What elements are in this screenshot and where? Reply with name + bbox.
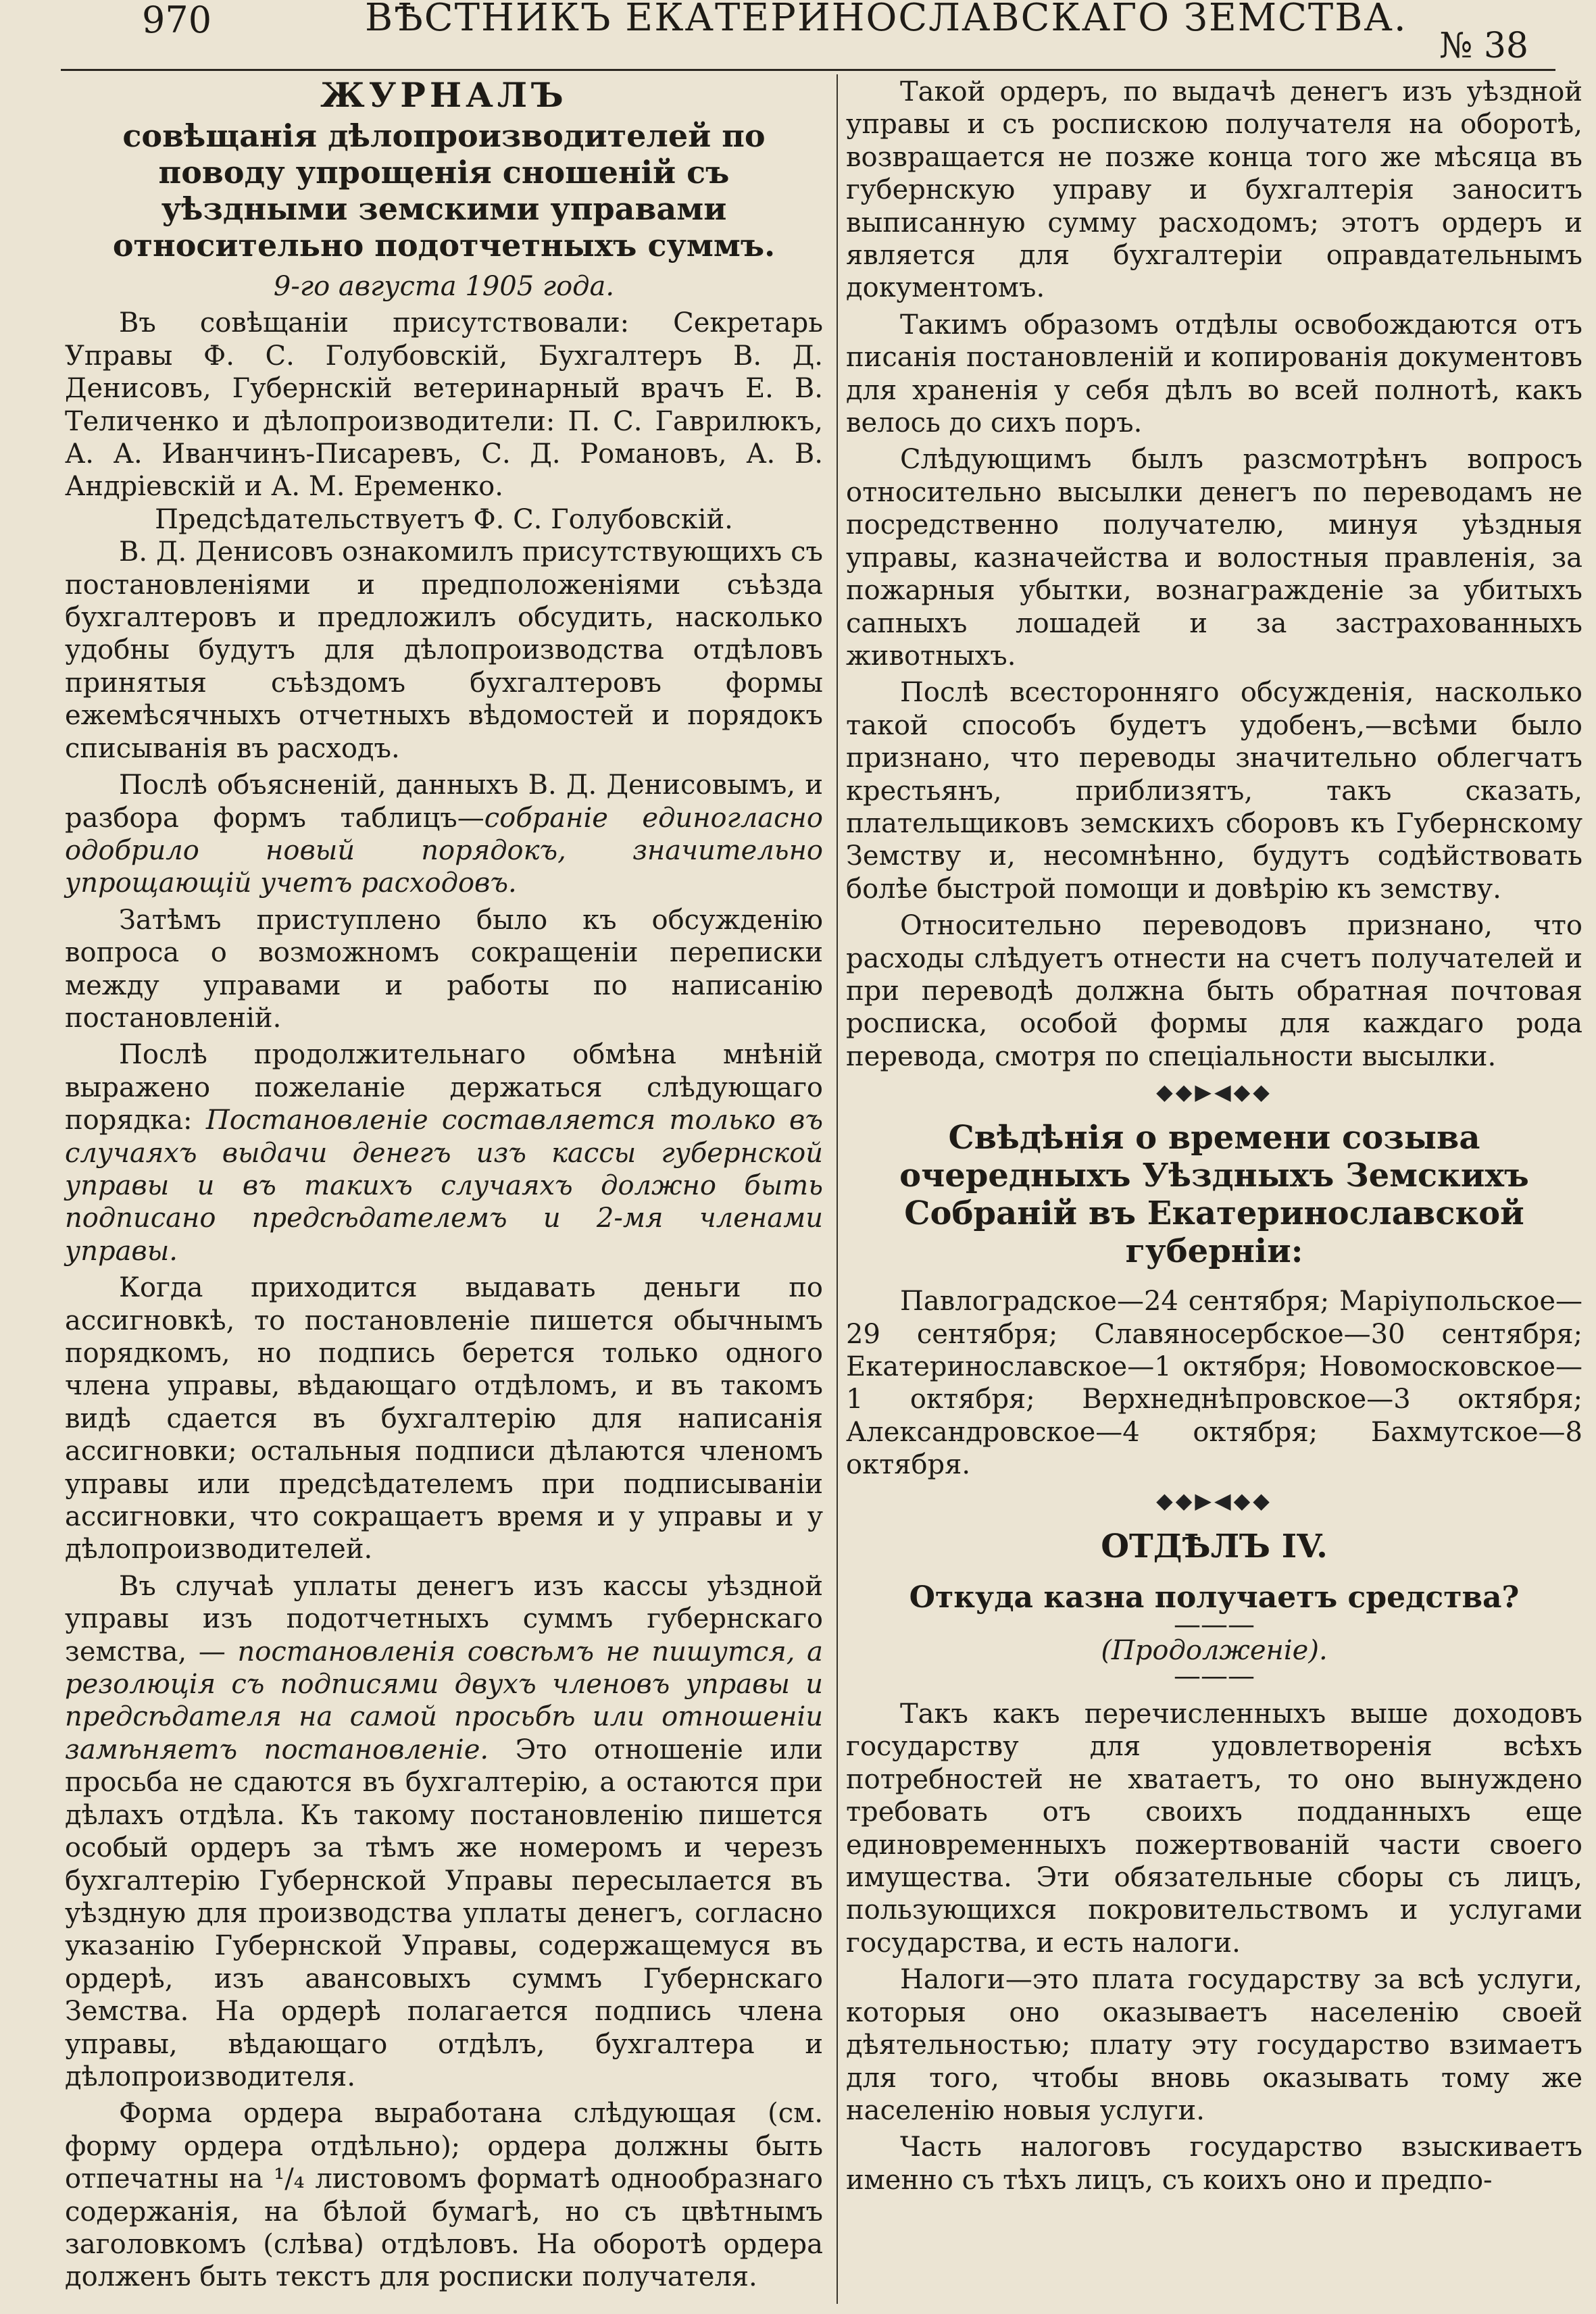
section-heading: ОТДѢЛЪ IV. [1101, 1527, 1328, 1565]
page-number: 970 [142, 0, 212, 41]
ornament-divider: ◆◆▶◀◆◆ [1156, 1079, 1272, 1105]
paragraph: Налоги—это плата государству за всѣ услуги, которыя оно оказываетъ населенію своей дѣятельностью; плату эту государство взимаетъ для того, чтобы вновь оказывать тому же населенію новыя услуги. [846, 1964, 1582, 2126]
paragraph-attendees: Въ совѣщаніи присутствовали: Секретарь Управы Ф. С. Голубовскій, Бухгалтеръ В. Д. Денисовъ, Губернскій ветеринарный врачъ Е. В. Теличенко и дѣлопроизводители: П. С. Гаврилюкъ, А. А. Иванчинъ-Писаревъ, С. Д. Романовъ, А. В. Андріевскій и А. М. Еременко. [65, 307, 823, 503]
ornament-divider: ◆◆▶◀◆◆ [1156, 1487, 1272, 1513]
paragraph: Слѣдующимъ былъ разсмотрѣнъ вопросъ относительно высылки денегъ по переводамъ не посредственно получателю, минуя уѣздныя управы, казначейства и волостныя правленія, за пожарныя убытки, вознагражденіе за убитыхъ сапныхъ лошадей и за застрахованныхъ животныхъ. [846, 444, 1582, 672]
paragraph: Когда приходится выдавать деньги по ассигновкѣ, то постановленіе пишется обычнымъ порядкомъ, но подпись берется только одного члена управы, вѣдающаго отдѣломъ, и въ такомъ видѣ сдается въ бухгалтерію для написанія ассигновки; остальныя подписи дѣлаются членомъ управы или предсѣдателемъ при подписываніи ассигновки, что сокращаетъ время и у управы и у дѣлопроизводителей. [65, 1272, 823, 1565]
running-head [61, 0, 1555, 68]
header-rule [61, 69, 1555, 71]
paragraph: В. Д. Денисовъ ознакомилъ присутствующихъ съ постановленіями и предположеніями съѣзда бухгалтеровъ и предложилъ обсудить, насколько удобны будутъ для дѣлопроизводства отдѣловъ принятыя съѣздомъ бухгалтеровъ формы ежемѣсячныхъ отчетныхъ вѣдомостей и порядокъ списыванія въ расходъ. [65, 536, 823, 764]
journal-title: ВѢСТНИКЪ ЕКАТЕРИНОСЛАВСКАГО ЗЕМСТВА. [365, 0, 1407, 40]
paragraph: Затѣмъ приступлено было къ обсужденію вопроса о возможномъ сокращеніи переписки между управами и работы по написанію постановленій. [65, 904, 823, 1034]
left-column [65, 76, 823, 2294]
article-title: ЖУРНАЛЪ [320, 75, 568, 115]
title-dash: ——— [1174, 1661, 1255, 1692]
paragraph: Такъ какъ перечисленныхъ выше доходовъ государству для удовлетворенія всѣхъ потребностей не хватаетъ, то оно вынуждено требовать отъ своихъ подданныхъ еще единовременныхъ пожертвованій части своего имущества. Эти обязательные сборы съ лицъ, пользующихся покровительствомъ и услугами государства, и есть налоги. [846, 1699, 1582, 1959]
notice-title: Свѣдѣнія о времени созыва очередныхъ Уѣздныхъ Земскихъ Собраній въ Екатеринославской губерніи: [899, 1119, 1529, 1271]
article-subtitle: совѣщанія дѣлопроизводителей по поводу упрощенія сношеній съ уѣздными земскими управами относительно подотчетныхъ суммъ. [112, 118, 776, 263]
paragraph: Часть налоговъ государство взыскиваетъ именно съ тѣхъ лицъ, съ коихъ оно и предпо- [846, 2132, 1582, 2196]
continued-label: (Продолженіе). [1101, 1634, 1328, 1666]
paragraph: Послѣ продолжительнаго обмѣна мнѣній выражено пожеланіе держаться слѣдующаго порядка: Постановленіе составляется только въ случаяхъ выдачи денегъ изъ кассы губернской управы и въ такихъ случаяхъ должно быть подписано предсѣдателемъ и 2-мя членами управы. [65, 1039, 823, 1267]
paragraph: Въ случаѣ уплаты денегъ изъ кассы уѣздной управы изъ подотчетныхъ суммъ губернскаго земства, — постановленія совсѣмъ не пишутся, а резолюція съ подписями двухъ членовъ управы и предсѣдателя на самой просьбѣ или отношеніи замѣняетъ постановленіе. Это отношеніе или просьба не сдаются въ бухгалтерію, а остаются при дѣлахъ отдѣла. Къ такому постановленію пишется особый ордеръ за тѣмъ же номеромъ и черезъ бухгалтерію Губернской Управы пересылается въ уѣздную для производства уплаты денегъ, согласно указанію Губернской Управы, содержащемуся въ ордерѣ, изъ авансовыхъ суммъ Губернскаго Земства. На ордерѣ полагается подпись члена управы, вѣдающаго отдѣлъ, бухгалтера и дѣлопроизводителя. [65, 1570, 823, 2092]
issue-number: № 38 [1439, 26, 1528, 66]
paragraph: Форма ордера выработана слѣдующая (см. форму ордера отдѣльно); ордера должны быть отпечатны на ¹/₄ листовомъ форматѣ однообразнаго содержанія, на бѣлой бумагѣ, но съ цвѣтнымъ заголовкомъ (слѣва) отдѣловъ. На оборотѣ ордера долженъ быть текстъ для росписки получателя. [65, 2098, 823, 2293]
title-dash: ——— [1174, 1609, 1255, 1640]
paragraph: Относительно переводовъ признано, что расходы слѣдуетъ отнести на счетъ получателей и при переводѣ должна быть обратная почтовая росписка, особой формы для каждаго рода перевода, смотря по спеціальности высылки. [846, 910, 1582, 1072]
chairman-line: Предсѣдательствуетъ Ф. С. Голубовскій. [155, 503, 733, 535]
column-divider [837, 74, 838, 2304]
paragraph: Послѣ всесторонняго обсужденія, насколько такой способъ будетъ удобенъ,—всѣми было признано, что переводы значительно облегчатъ крестьянъ, приблизятъ, такъ сказать, плательщиковъ земскихъ сборовъ къ Губернскому Земству и, несомнѣнно, будутъ содѣйствовать болѣе быстрой помощи и довѣрію къ земству. [846, 677, 1582, 905]
article-date: 9-го августа 1905 года. [273, 271, 615, 302]
paragraph: Такимъ образомъ отдѣлы освобождаются отъ писанія постановленій и копированія документовъ для храненія у себя дѣлъ во всей полнотѣ, какъ велось до сихъ поръ. [846, 309, 1582, 439]
notice-body: Павлоградское—24 сентября; Маріупольское—29 сентября; Славяносербское—30 сентября; Екатеринославское—1 октября; Новомосковское—1 октября; Верхнеднѣпровское—3 октября; Александровское—4 октября; Бахмутское—8 октября. [846, 1286, 1582, 1481]
article-title: Откуда казна получаетъ средства? [909, 1580, 1520, 1615]
paragraph: Послѣ объясненій, данныхъ В. Д. Денисовымъ, и разбора формъ таблицъ—собраніе единогласно одобрило новый порядокъ, значительно упрощающій учетъ расходовъ. [65, 770, 823, 899]
right-column [846, 76, 1582, 2196]
paragraph: Такой ордеръ, по выдачѣ денегъ изъ уѣздной управы и съ роспискою получателя на оборотѣ, возвращается не позже конца того же мѣсяца въ губернскую управу и бухгалтерія заноситъ выписанную сумму расходомъ; этотъ ордеръ и является для бухгалтеріи оправдательнымъ документомъ. [846, 76, 1582, 304]
